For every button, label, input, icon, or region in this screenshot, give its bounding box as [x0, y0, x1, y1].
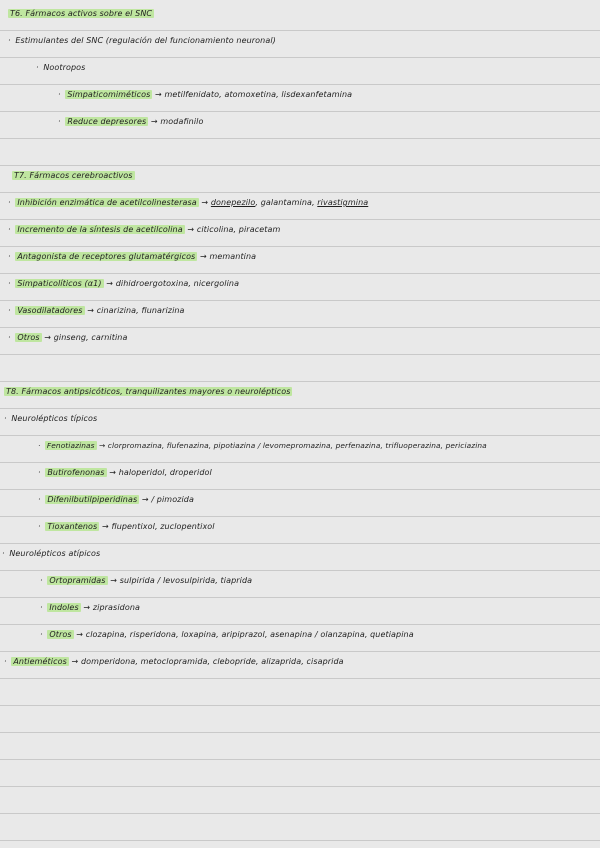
nmda-drugs: memantina: [209, 252, 257, 261]
t7-ache-line: · Inhibición enzimática de acetilcolinesterasa → donepezilo, galantamina, rivastigmina: [8, 198, 369, 207]
indol-drugs: ziprasidona: [92, 603, 140, 612]
bullet: ·: [2, 549, 5, 558]
bullet: ·: [4, 414, 7, 423]
arrow: →: [155, 90, 162, 99]
other-drugs: ginseng, carnitina: [53, 333, 128, 342]
arrow: →: [87, 306, 95, 315]
t7-other-line: [8, 332, 127, 344]
synth-label: Incremento de la síntesis de acetilcolina: [17, 225, 183, 234]
ache-drug-1: donepezilo: [210, 198, 256, 207]
bullet: ·: [8, 279, 11, 288]
sleep-drugs: modafinilo: [160, 117, 204, 126]
bullet: ·: [58, 117, 61, 126]
arrow: →: [187, 225, 195, 234]
nootropics-text: Nootropos: [43, 63, 86, 72]
t8-antiemetic-line: [4, 656, 344, 668]
bullet: ·: [38, 495, 41, 504]
antiemetic-drugs: domperidona, metoclopramida, clebopride, alizaprida, cisaprida: [81, 657, 344, 666]
bullet: ·: [8, 252, 11, 261]
bullet: ·: [8, 306, 11, 315]
arrow: →: [101, 522, 109, 531]
atypical-text: Neurolépticos atípicos: [9, 549, 101, 558]
ache-drug-3: rivastigmina: [317, 198, 369, 207]
arrow: →: [83, 603, 91, 612]
pheno-label: Fenotiazinas: [46, 441, 95, 450]
bullet: ·: [36, 63, 39, 72]
pheno-drugs: clorpromazina, flufenazina, pipotiazina / levomepromazina, perfenazina, trifluoperazina, periciazina: [107, 441, 487, 450]
sympatho-label: Simpaticomiméticos: [67, 90, 151, 99]
t8-diphenyl-line: [38, 494, 194, 506]
arrow: →: [201, 198, 209, 207]
stimulants-text: Estimulantes del SNC (regulación del funcionamiento neuronal): [15, 36, 276, 45]
sleep-label: Reduce depresores: [67, 117, 147, 126]
nmda-label: Antagonista de receptores glutamatérgicos: [17, 252, 196, 261]
t7-title: [12, 170, 135, 182]
bullet: ·: [38, 468, 41, 477]
t8-atyp-other-line: [40, 629, 414, 641]
orto-drugs: sulpirida / levosulpirida, tiaprida: [119, 576, 253, 585]
arrow: →: [141, 495, 149, 504]
bullet: ·: [8, 36, 11, 45]
ache-drug-2: galantamina: [260, 198, 312, 207]
arrow: →: [110, 576, 118, 585]
t7-title-text: T7. Fármacos cerebroactivos: [14, 171, 133, 180]
sympatholytic-label: Simpaticolíticos (α1): [17, 279, 102, 288]
butyro-label: Butirofenonas: [47, 468, 105, 477]
bullet: ·: [40, 576, 43, 585]
synth-drugs: citicolina, piracetam: [196, 225, 281, 234]
antiemetic-label: Antieméticos: [13, 657, 67, 666]
t8-butyro-line: [38, 467, 212, 479]
vaso-drugs: cinarizina, flunarizina: [96, 306, 185, 315]
arrow: →: [76, 630, 84, 639]
bullet: ·: [58, 90, 61, 99]
sympatholytic-drugs: dihidroergotoxina, nicergolina: [115, 279, 240, 288]
arrow: →: [200, 252, 207, 261]
arrow: →: [109, 468, 117, 477]
bullet: ·: [38, 522, 41, 531]
t8-indol-line: [40, 602, 140, 614]
arrow: →: [71, 657, 79, 666]
t6-sympatho-line: [58, 89, 352, 101]
t8-orto-line: [40, 575, 252, 587]
t7-sympatholytic-line: [8, 278, 239, 290]
indol-label: Indoles: [49, 603, 79, 612]
diphenyl-label: Difenilbutilpiperidinas: [47, 495, 138, 504]
t8-thiox-line: [38, 521, 215, 533]
bullet: ·: [8, 225, 11, 234]
other-label: Otros: [17, 333, 40, 342]
atyp-other-label: Otros: [49, 630, 72, 639]
t7-synth-line: [8, 224, 280, 236]
bullet: ·: [8, 333, 11, 342]
t7-vaso-line: [8, 305, 185, 317]
bullet: ·: [8, 198, 11, 207]
t8-typical-line: [4, 413, 97, 425]
t6-stimulants-line: [8, 35, 276, 47]
t6-sleep-line: [58, 116, 204, 128]
typical-text: Neurolépticos típicos: [11, 414, 98, 423]
t6-title: [8, 8, 154, 20]
bullet: ·: [40, 603, 43, 612]
thiox-drugs: flupentixol, zuclopentixol: [111, 522, 215, 531]
diphenyl-drugs: / pimozida: [151, 495, 194, 504]
t6-title-text: T6. Fármacos activos sobre el SNC: [10, 9, 153, 18]
sympatho-drugs: metilfenidato, atomoxetina, lisdexanfetamina: [164, 90, 353, 99]
t8-pheno-line: [38, 440, 487, 452]
arrow: →: [99, 441, 106, 450]
atyp-other-drugs: clozapina, risperidona, loxapina, aripiprazol, asenapina / olanzapina, quetiapina: [85, 630, 414, 639]
bullet: ·: [40, 630, 43, 639]
t7-nmda-line: [8, 251, 256, 263]
orto-label: Ortopramidas: [49, 576, 106, 585]
butyro-drugs: haloperidol, droperidol: [118, 468, 212, 477]
bullet: ·: [4, 657, 7, 666]
arrow: →: [150, 117, 158, 126]
t6-nootropics-line: [36, 62, 85, 74]
t8-title: [4, 386, 292, 398]
arrow: →: [106, 279, 114, 288]
t8-title-text: T8. Fármacos antipsicóticos, tranquilizantes mayores o neurolépticos: [6, 387, 291, 396]
arrow: →: [44, 333, 52, 342]
ache-label: Inhibición enzimática de acetilcolinesterasa: [17, 198, 197, 207]
thiox-label: Tioxantenos: [47, 522, 98, 531]
t8-atypical-line: [2, 548, 100, 560]
bullet: ·: [38, 441, 41, 450]
vaso-label: Vasodilatadores: [17, 306, 83, 315]
